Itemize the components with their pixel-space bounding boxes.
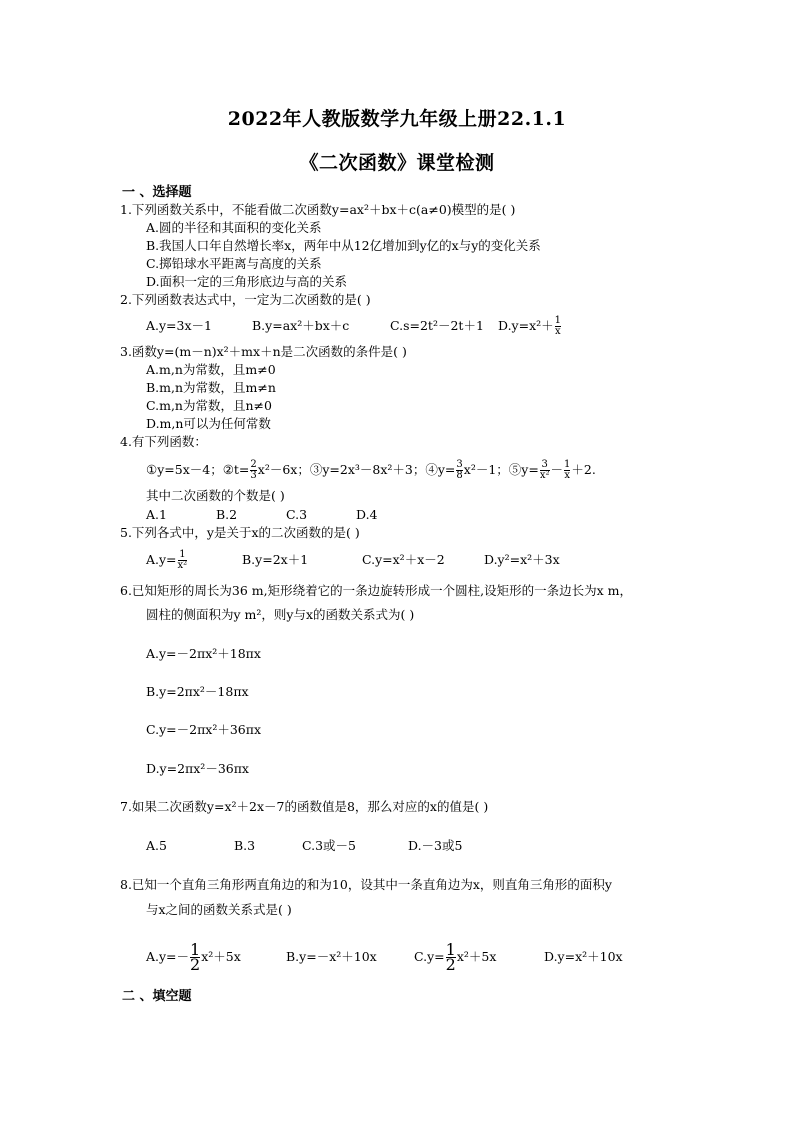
doc-title: 2022年人教版数学九年级上册22.1.1	[227, 108, 567, 130]
q5-option-d: D.y²=x²＋3x	[484, 552, 560, 567]
q3-option-c: C.m,n为常数，且n≠0	[146, 398, 272, 413]
q2-d-fraction	[555, 316, 561, 337]
q8-a-num: 1	[190, 940, 201, 959]
q4-f4-den: x	[564, 470, 571, 481]
q4-f4-num: 1	[564, 459, 571, 470]
q5-option-a	[146, 545, 188, 575]
q8-a-text: A.y=－	[146, 949, 190, 964]
q5-option-c: C.y=x²＋x－2	[362, 552, 445, 567]
q1-stem: 1.下列函数关系中，不能看做二次函数y=ax²＋bx＋c(a≠0)模型的是( )	[120, 202, 516, 217]
q4-f3-fraction	[540, 460, 550, 481]
doc-subtitle: 《二次函数》课堂检测	[299, 152, 495, 174]
q1-option-c: C.掷铅球水平距离与高度的关系	[146, 256, 322, 271]
q1-option-a: A.圆的半径和其面积的变化关系	[146, 220, 322, 235]
q2-d-text: D.y=x²＋	[498, 318, 554, 333]
q5-a-num: 1	[179, 549, 186, 560]
q8-a-den: 2	[190, 955, 201, 974]
q4-f5: ＋2.	[571, 462, 596, 477]
q5-a-fraction	[178, 550, 188, 571]
q4-f3: x²－1；⑤y=	[463, 462, 539, 477]
q2-option-c: C.s=2t²－2t＋1	[390, 318, 484, 333]
section-choice: 一 、选择题	[122, 185, 192, 200]
q8-c-text: C.y=	[414, 949, 445, 964]
q4-f2-num: 3	[456, 459, 463, 470]
q7-option-a: A.5	[146, 838, 167, 853]
q8-option-a	[146, 940, 241, 974]
q5-a-text: A.y=	[146, 552, 177, 567]
q8-option-d: D.y=x²＋10x	[544, 949, 623, 964]
q2-option-a: A.y=3x－1	[146, 318, 212, 333]
q4-f1-den: 3	[250, 470, 257, 481]
q2-option-d	[498, 311, 562, 341]
q8-c-tail: x²＋5x	[456, 949, 497, 964]
q7-stem: 7.如果二次函数y=x²＋2x－7的函数值是8，那么对应的x的值是( )	[120, 799, 489, 814]
q3-option-a: A.m,n为常数，且m≠0	[146, 362, 276, 377]
q8-c-den: 2	[445, 955, 456, 974]
q4-f2-fraction	[456, 460, 462, 481]
q3-option-b: B.m,n为常数，且m≠n	[146, 380, 276, 395]
q8-c-fraction	[445, 940, 456, 974]
q3-stem: 3.函数y=(m－n)x²＋mx＋n是二次函数的条件是( )	[120, 344, 407, 359]
q8-option-c	[414, 940, 496, 974]
q6-option-c: C.y=－2πx²＋36πx	[146, 722, 262, 737]
q8-stem-line1: 8.已知一个直角三角形两直角边的和为10，设其中一条直角边为x，则直角三角形的面积y	[120, 877, 612, 892]
q7-option-d: D.－3或5	[408, 838, 463, 853]
q2-option-b: B.y=ax²＋bx＋c	[252, 318, 350, 333]
q6-option-d: D.y=2πx²－36πx	[146, 761, 249, 776]
q2-d-denominator: x	[555, 326, 561, 337]
q4-f1-fraction	[250, 460, 256, 481]
q8-c-num: 1	[445, 940, 456, 959]
q6-option-b: B.y=2πx²－18πx	[146, 684, 249, 699]
q4-f3-num: 3	[541, 459, 548, 470]
q4-f4-fraction	[564, 460, 570, 481]
q5-a-den: x²	[177, 560, 188, 571]
q4-option-a: A.1	[146, 507, 167, 522]
q4-option-c: C.3	[286, 507, 308, 522]
q2-stem: 2.下列函数表达式中，一定为二次函数的是( )	[120, 292, 371, 307]
section-fill: 二 、填空题	[122, 989, 192, 1004]
q4-f1-num: 2	[250, 459, 257, 470]
q8-stem-line2: 与x之间的函数关系式是( )	[146, 902, 292, 917]
q4-option-d: D.4	[356, 507, 378, 522]
q5-option-b: B.y=2x＋1	[242, 552, 309, 567]
q2-d-numerator: 1	[554, 315, 562, 326]
q6-option-a: A.y=－2πx²＋18πx	[146, 646, 261, 661]
q4-option-b: B.2	[216, 507, 238, 522]
q4-f3-den: x²	[539, 470, 550, 481]
q4-f2-den: 8	[456, 470, 463, 481]
q3-option-d: D.m,n可以为任何常数	[146, 416, 271, 431]
q8-a-tail: x²＋5x	[201, 949, 241, 964]
q7-option-c: C.3或－5	[302, 838, 356, 853]
q1-option-d: D.面积一定的三角形底边与高的关系	[146, 274, 348, 289]
q8-option-b: B.y=－x²＋10x	[286, 949, 377, 964]
q6-stem-line1: 6.已知矩形的周长为36 m,矩形绕着它的一条边旋转形成一个圆柱,设矩形的一条边长为x m，	[120, 583, 632, 598]
q4-f1: ①y=5x－4；②t=	[146, 462, 250, 477]
q4-ask: 其中二次函数的个数是( )	[146, 488, 285, 503]
q7-option-b: B.3	[234, 838, 256, 853]
q4-f2: x²－6x；③y=2x³－8x²＋3；④y=	[257, 462, 456, 477]
q4-stem: 4.有下列函数：	[120, 434, 207, 449]
q4-functions	[146, 454, 596, 486]
q1-option-b: B.我国人口年自然增长率x，两年中从12亿增加到y亿的x与y的变化关系	[146, 238, 541, 253]
q8-a-fraction	[190, 940, 201, 974]
q4-f4: －	[550, 462, 564, 477]
q5-stem: 5.下列各式中，y是关于x的二次函数的是( )	[120, 525, 360, 540]
q6-stem-line2: 圆柱的侧面积为y m²，则y与x的函数关系式为( )	[146, 607, 415, 622]
